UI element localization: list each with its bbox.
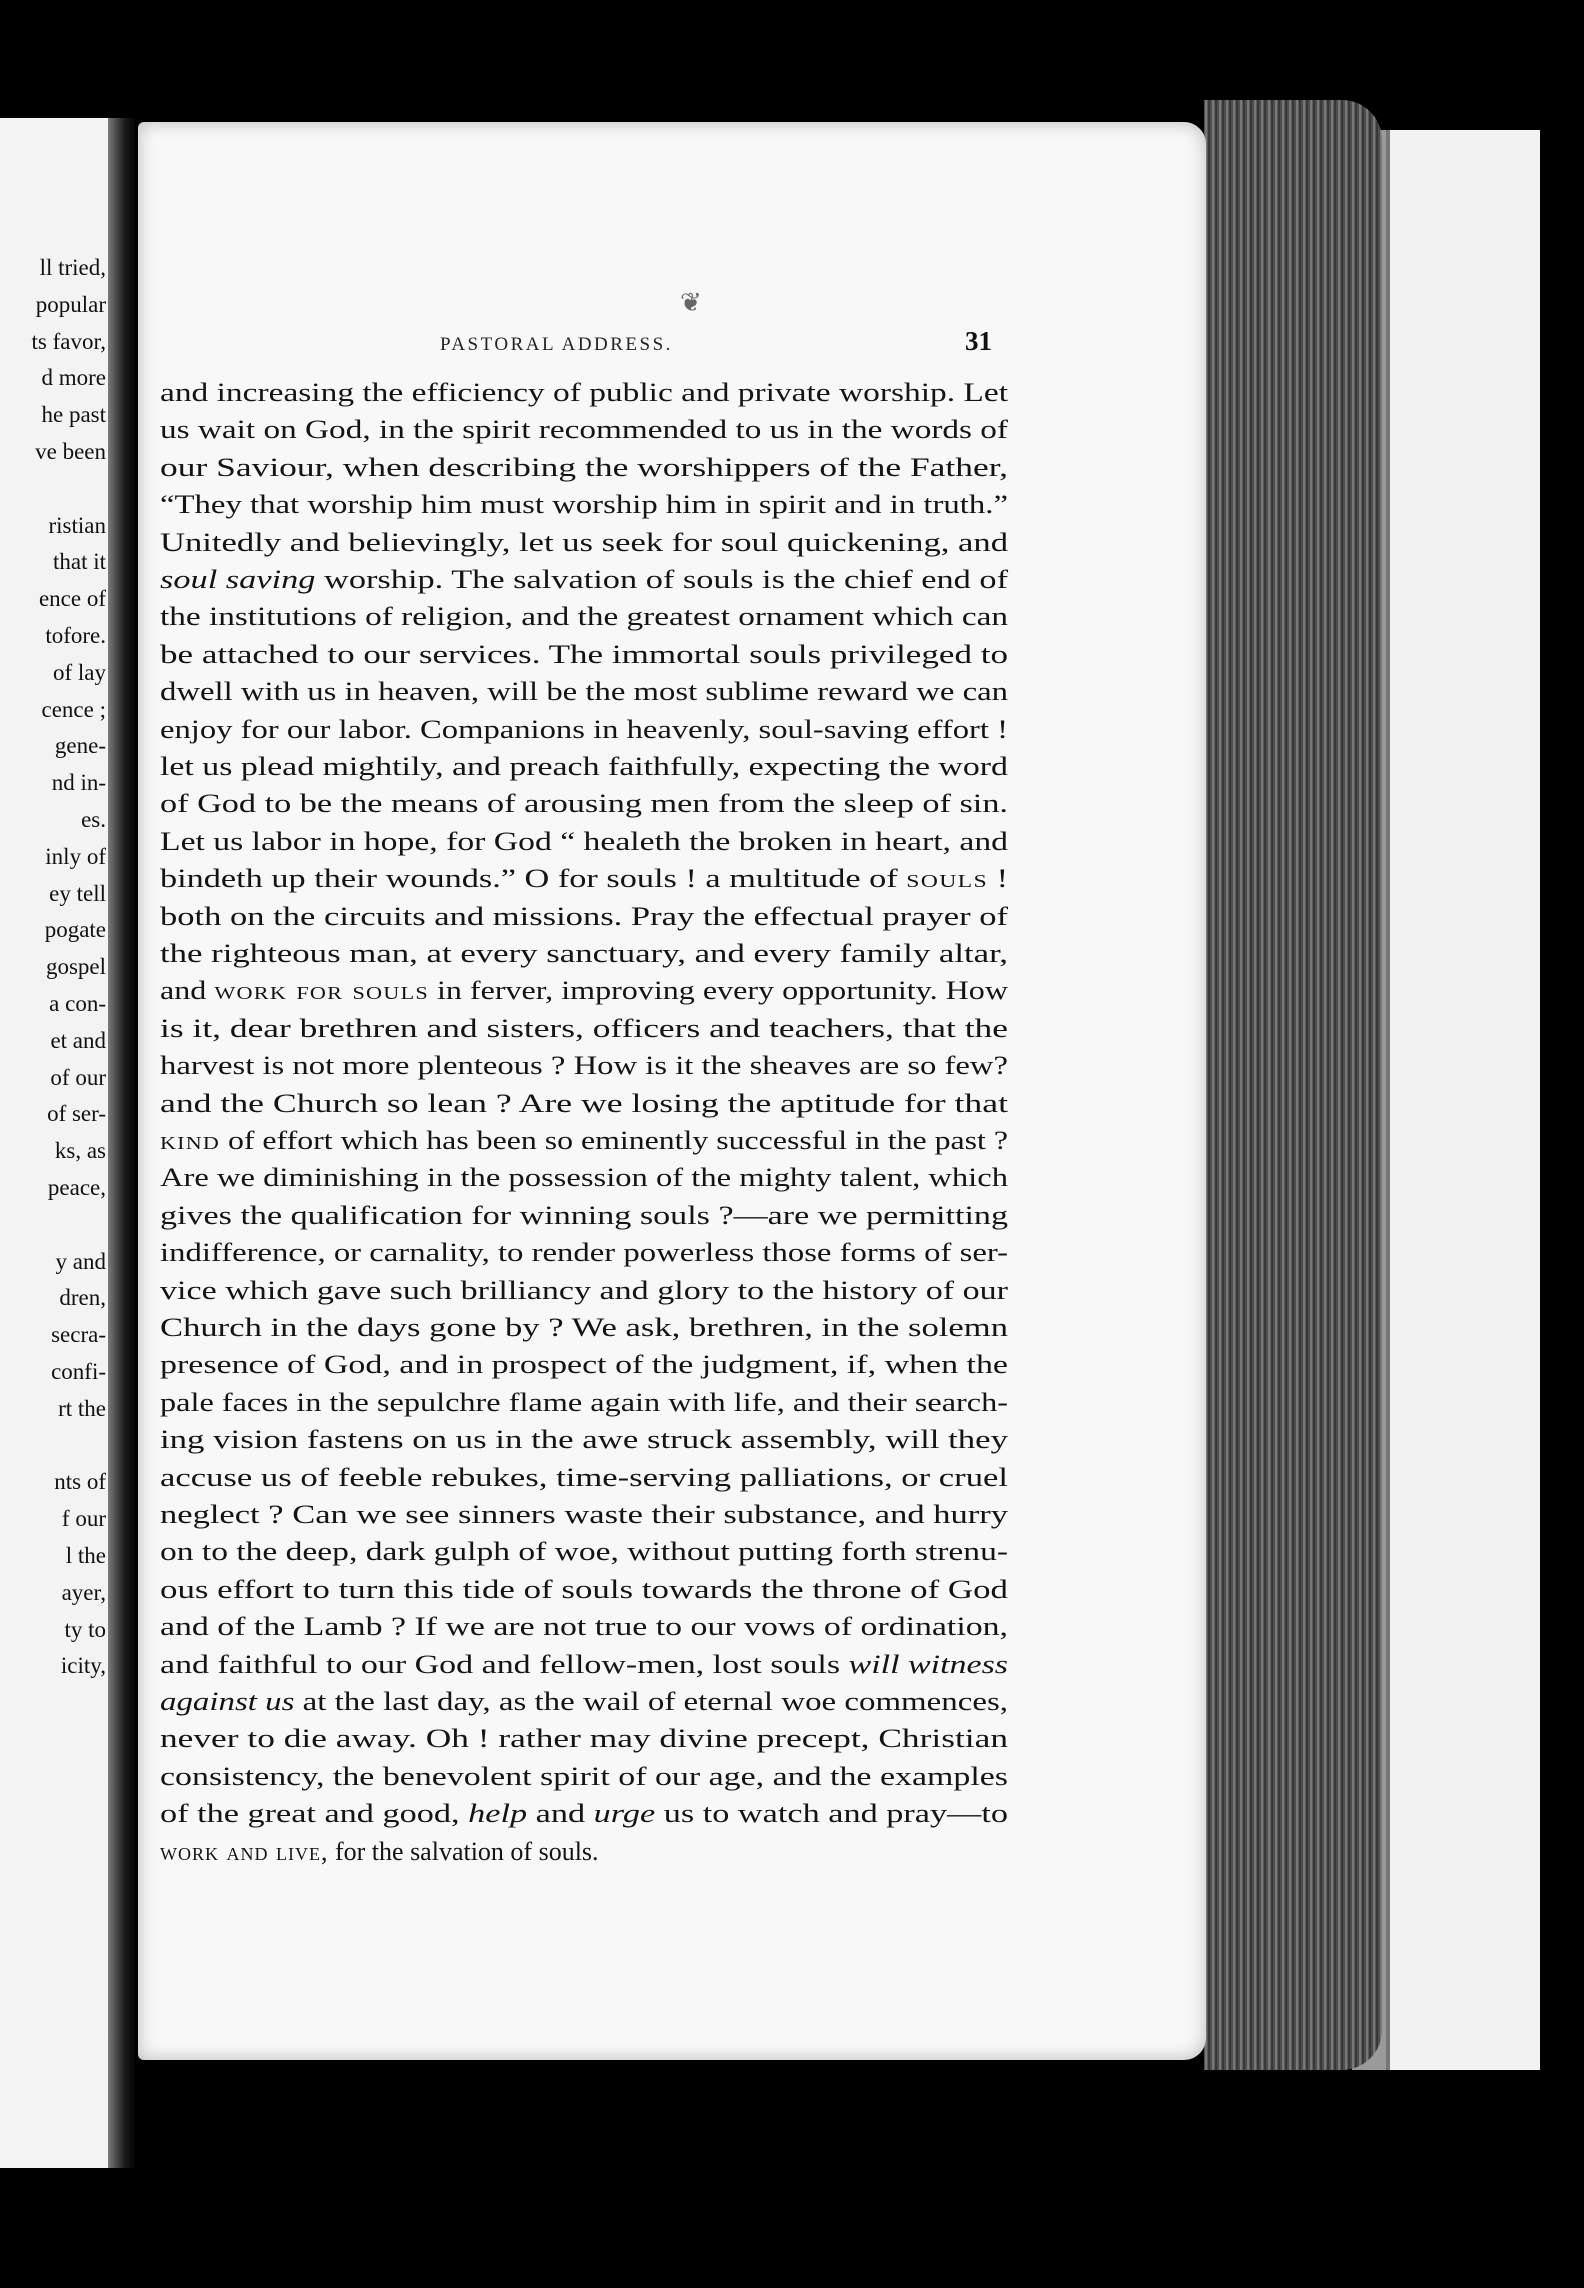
body-line xyxy=(160,1799,1008,1829)
italic-text: help xyxy=(468,1799,528,1829)
left-facing-page xyxy=(0,118,108,2168)
book-gutter xyxy=(108,118,136,2168)
left-page-line: dren, xyxy=(59,1285,106,1311)
text-run: for the salvation of souls. xyxy=(328,1836,599,1866)
body-line xyxy=(160,1575,1008,1605)
body-line xyxy=(160,715,1008,745)
small-caps-text: souls xyxy=(906,864,989,894)
body-line xyxy=(160,976,1008,1006)
left-page-line: ristian xyxy=(48,512,106,538)
text-run: both on the circuits and missions. Pray the effectual prayer of xyxy=(160,901,1008,931)
text-run: ! xyxy=(988,864,1008,894)
body-line xyxy=(160,1089,1008,1119)
body-line xyxy=(160,1051,1008,1081)
body-line xyxy=(160,565,1008,595)
left-page-line: of ser- xyxy=(47,1101,106,1127)
book-cover-edge xyxy=(1380,130,1540,2070)
text-run: dwell with us in heaven, will be the most sublime reward we can xyxy=(160,677,1008,707)
left-page-line: that it xyxy=(52,549,106,575)
body-line xyxy=(160,1126,1008,1156)
body-line xyxy=(160,528,1008,558)
text-run: never to die away. Oh ! rather may divine precept, Christian xyxy=(160,1724,1008,1754)
text-run: worship. The salvation of souls is the chief end of xyxy=(315,565,1008,594)
text-run: gives the qualification for winning souls ?—are we permitting xyxy=(160,1200,1008,1230)
text-run: us wait on God, in the spirit recommended to us in the words of xyxy=(160,415,1008,445)
text-run: Church in the days gone by ? We ask, brethren, in the solemn xyxy=(160,1313,1008,1342)
small-caps-text: work for souls xyxy=(214,976,429,1006)
body-line xyxy=(160,640,1008,670)
left-page-line: ll tried, xyxy=(39,255,106,280)
left-page-line: ence of xyxy=(38,586,106,612)
body-line xyxy=(160,1313,1008,1343)
left-page-line: y and xyxy=(55,1248,106,1274)
text-run: presence of God, and in prospect of the judgment, if, when the xyxy=(160,1350,1008,1380)
left-page-line: gene- xyxy=(54,733,106,759)
text-run: of effort which has been so eminently successful in the past ? xyxy=(219,1126,1009,1155)
text-run: vice which gave such brilliancy and glory to the history of our xyxy=(160,1275,1008,1305)
text-run: pale faces in the sepulchre flame again with life, and their search- xyxy=(160,1387,1008,1417)
body-line xyxy=(160,1388,1008,1418)
left-page-line: l the xyxy=(65,1543,106,1568)
running-head: PASTORAL ADDRESS. xyxy=(440,334,673,355)
page-number: 31 xyxy=(965,326,992,356)
left-page-line: rt the xyxy=(58,1395,106,1421)
body-line xyxy=(160,602,1008,632)
body-line xyxy=(160,1762,1008,1792)
left-page-line: secra- xyxy=(51,1322,106,1348)
text-run: harvest is not more plenteous ? How is it the sheaves are so few? xyxy=(160,1051,1008,1081)
text-run: bindeth up their wounds.” O for souls ! a multitude of xyxy=(160,864,907,894)
body-line xyxy=(160,453,1008,483)
body-line xyxy=(160,1201,1008,1231)
body-line xyxy=(160,1537,1008,1567)
left-page-line: ey tell xyxy=(49,880,106,906)
body-line xyxy=(160,902,1008,932)
left-page-line: ks, as xyxy=(54,1138,106,1164)
left-page-line: es. xyxy=(81,807,106,832)
text-run: and xyxy=(527,1799,594,1829)
left-page-line: cence ; xyxy=(41,696,106,722)
body-line xyxy=(160,827,1008,857)
body-line xyxy=(160,1724,1008,1754)
left-page-line: he past xyxy=(41,402,106,428)
small-caps-text: kind xyxy=(160,1126,220,1155)
text-run: on to the deep, dark gulph of woe, without putting forth strenu- xyxy=(160,1537,1008,1567)
text-run: us to watch and pray—to xyxy=(655,1799,1009,1829)
left-page-line: popular xyxy=(35,291,106,317)
left-page-line: ty to xyxy=(64,1616,106,1642)
text-run: our Saviour, when describing the worshippers of the Father, xyxy=(160,452,1008,482)
body-line xyxy=(160,1837,599,1867)
text-run: enjoy for our labor. Companions in heavenly, soul-saving effort ! xyxy=(160,714,1008,744)
left-page-line: ts favor, xyxy=(31,328,106,354)
text-run: and faithful to our God and fellow-men, lost souls xyxy=(160,1649,849,1679)
left-page-line: nd in- xyxy=(51,770,106,796)
left-page-line: tofore. xyxy=(45,623,106,648)
body-line xyxy=(160,1687,1008,1717)
body-line xyxy=(160,1650,1008,1680)
text-run: accuse us of feeble rebukes, time-serving palliations, or cruel xyxy=(160,1462,1008,1492)
text-run: and xyxy=(160,976,215,1006)
text-run: and of the Lamb ? If we are not true to our vows of ordination, xyxy=(160,1612,1008,1642)
italic-text: against us xyxy=(160,1687,295,1716)
page-edges xyxy=(1204,100,1382,2070)
left-page-line: of lay xyxy=(52,659,106,685)
body-line xyxy=(160,752,1008,782)
text-run: indifference, or carnality, to render powerless those forms of ser- xyxy=(160,1238,1009,1268)
body-line xyxy=(160,677,1008,707)
body-line xyxy=(160,415,1008,445)
text-run: Are we diminishing in the possession of the mighty talent, which xyxy=(160,1163,1008,1193)
text-run: ous effort to turn this tide of souls towards the throne of God xyxy=(160,1574,1008,1604)
left-page-line: peace, xyxy=(47,1175,106,1200)
text-run: the institutions of religion, and the greatest ornament which can xyxy=(160,602,1008,632)
body-line xyxy=(160,1425,1008,1455)
text-run: Let us labor in hope, for God “ healeth the broken in heart, and xyxy=(160,826,1008,856)
italic-text: urge xyxy=(593,1799,656,1829)
text-run: of the great and good, xyxy=(160,1799,469,1829)
text-run: the righteous man, at every sanctuary, and every family altar, xyxy=(160,939,1008,968)
page-ornament: ❦ xyxy=(680,288,702,318)
text-run: is it, dear brethren and sisters, officers and teachers, that the xyxy=(160,1013,1008,1043)
italic-text: soul saving xyxy=(160,565,316,594)
body-line xyxy=(160,1463,1008,1493)
body-line xyxy=(160,1350,1008,1380)
body-line xyxy=(160,378,1008,408)
left-page-line: of our xyxy=(50,1064,106,1090)
left-page-line: et and xyxy=(50,1027,106,1053)
text-run: and increasing the efficiency of public and private worship. Let xyxy=(160,378,1008,407)
body-line xyxy=(160,939,1008,969)
body-line xyxy=(160,1238,1008,1268)
body-line xyxy=(160,1612,1008,1642)
left-page-line: ve been xyxy=(35,439,106,464)
body-line xyxy=(160,1276,1008,1306)
text-run: of God to be the means of arousing men from the sleep of sin. xyxy=(160,789,1008,819)
left-page-line: icity, xyxy=(60,1653,106,1679)
text-run: at the last day, as the wail of eternal woe commences, xyxy=(294,1687,1008,1716)
text-run: be attached to our services. The immortal souls privileged to xyxy=(160,639,1008,669)
text-run: ing vision fastens on us in the awe struck assembly, will they xyxy=(160,1425,1008,1455)
left-page-line: d more xyxy=(41,365,106,391)
text-run: and the Church so lean ? Are we losing the aptitude for that xyxy=(160,1088,1008,1118)
text-run: in ferver, improving every opportunity. How xyxy=(428,976,1009,1006)
body-line xyxy=(160,490,1008,520)
text-run: let us plead mightily, and preach faithfully, expecting the word xyxy=(160,752,1008,781)
left-page-line: pogate xyxy=(44,917,106,943)
text-run: consistency, the benevolent spirit of our age, and the examples xyxy=(160,1761,1008,1791)
body-line xyxy=(160,1163,1008,1193)
left-page-line: confi- xyxy=(51,1359,106,1384)
left-page-line: a con- xyxy=(49,991,106,1016)
text-run: Unitedly and believingly, let us seek for soul quickening, and xyxy=(160,527,1008,557)
italic-text: will witness xyxy=(848,1649,1008,1679)
left-page-line: ayer, xyxy=(61,1579,106,1605)
left-page-line: gospel xyxy=(45,954,106,980)
text-run: “They that worship him must worship him in spirit and in truth.” xyxy=(160,490,1008,520)
body-line xyxy=(160,864,1008,894)
left-page-line: f our xyxy=(61,1506,106,1532)
small-caps-text: work and live, xyxy=(160,1836,329,1866)
text-run: neglect ? Can we see sinners waste their substance, and hurry xyxy=(160,1500,1009,1529)
left-page-line: nts of xyxy=(54,1469,106,1495)
left-page-line: inly of xyxy=(45,843,106,869)
body-line xyxy=(160,1014,1008,1044)
body-line xyxy=(160,1500,1008,1530)
body-line xyxy=(160,789,1008,819)
